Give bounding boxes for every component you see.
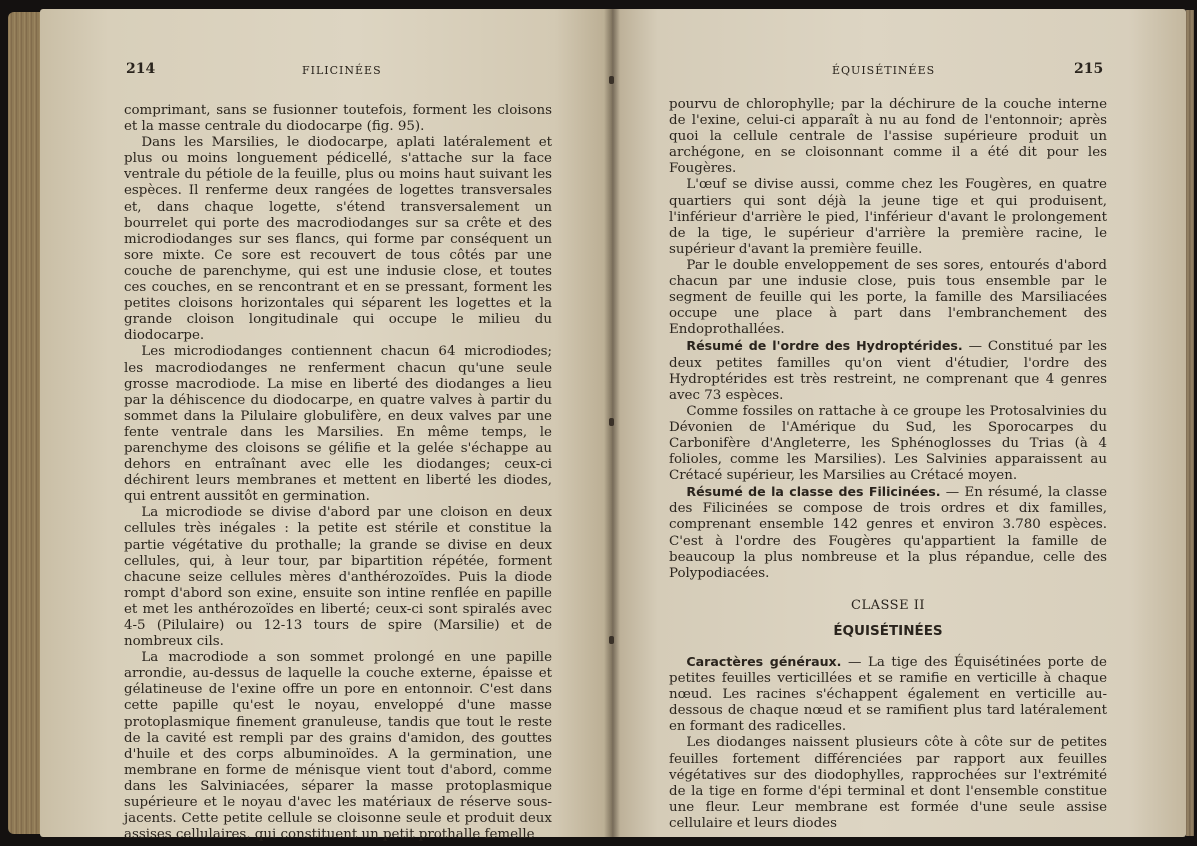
left-paragraph-2: Dans les Marsilies, le diodocarpe, aplati latéralement et plus ou moins longuement pédicellé, s'attache sur la face ventrale du pétiole de la feuille, plus ou moins haut suivant les espèces. Il renferme deux rangées de logettes transversales et, dans chaque logette, s'étend transversalement un bourrelet qui porte des macrodiodanges sur sa crête et des microdiodanges sur ses flancs, qui forme par conséquent un sore mixte. Ce sore est recouvert de tous côtés par une couche de parenchyme, qui est une indusie close, et toutes ces couches, en se rencontrant et en se pressant, forment les petites cloisons horizontales qui séparent les logettes et la grande cloison longitudinale qui occupe le milieu du diodocarpe. xyxy=(124,135,552,344)
right-running-head: ÉQUISÉTINÉES xyxy=(832,64,936,77)
left-paragraph-5: La macrodiode a son sommet prolongé en une papille arrondie, au-dessus de laquelle la couche externe, épaisse et gélatineuse de l'exine offre un pore en entonnoir. C'est dans cette papille qu'est le noyau, enveloppé d'une masse protoplasmique finement granuleuse, tandis que tout le reste de la cavité est rempli par des grains d'amidon, des gouttes d'huile et des corps albuminoïdes. A la germination, une membrane en forme de ménisque vient tout d'abord, comme dans les Salviniacées, séparer la masse protoplasmique supérieure et le noyau d'avec les matériaux de réserve sous-jacents. Cette petite cellule se cloisonne seule et produit deux assises cellulaires, qui constituent un petit prothalle femelle xyxy=(124,650,552,843)
left-page-edges xyxy=(8,12,40,834)
left-page-number: 214 xyxy=(126,61,156,77)
right-paragraph-fossiles: Comme fossiles on rattache à ce groupe les Protosalvinies du Dévonien de l'Amérique du Sud, les Sporocarpes du Carbonifère d'Angleterre, les Sphénoglosses du Trias (à 4 folioles, comme les Marsilies). Les Salvinies apparaissent au Crétacé supérieur, les Marsilies au Crétacé moyen. xyxy=(669,403,1107,484)
right-page xyxy=(612,9,1186,837)
left-body-text xyxy=(124,103,552,843)
right-body-text xyxy=(669,97,1107,832)
section-lead-caracteres: Caractères généraux. xyxy=(686,654,842,669)
binding-mark xyxy=(609,76,614,84)
right-paragraph-1: pourvu de chlorophylle; par la déchirure de la couche interne de l'exine, celui-ci apparaît à nu au fond de l'entonnoir; après quoi la cellule centrale de l'assise supérieure produit un archégone, en se cloisonnant comme il a été dit pour les Fougères. xyxy=(669,97,1107,177)
right-paragraph-diodanges: Les diodanges naissent plusieurs côte à côte sur de petites feuilles fortement différenciées par rapport aux feuilles végétatives sur des diodophylles, rapprochées sur l'extrémité de la tige en forme d'épi terminal et dont l'ensemble constitue une fleur. Leur membrane est formée d'une seule assise cellulaire et leurs diodes xyxy=(669,735,1107,831)
left-paragraph-1: comprimant, sans se fusionner toutefois, forment les cloisons et la masse centrale du diodocarpe (fig. 95). xyxy=(124,103,552,135)
right-page-number: 215 xyxy=(1074,61,1104,77)
left-page xyxy=(40,9,612,843)
left-paragraph-3: Les microdiodanges contiennent chacun 64 microdiodes; les macrodiodanges ne renferment chacun qu'une seule grosse macrodiode. La mise en liberté des diodanges a lieu par la déhiscence du diodocarpe, en quatre valves à partir du sommet dans la Pilulaire globulifère, en deux valves par une fente ventrale dans les Marsilies. En même temps, le parenchyme des cloisons se gélifie et la gelée s'échappe au dehors en entraînant avec elle les diodanges; ceux-ci déchirent leurs membranes et mettent en liberté les diodes, qui entrent aussitôt en germination. xyxy=(124,344,552,505)
section-lead-filicinees: Résumé de la classe des Filicinées. xyxy=(686,484,941,500)
right-paragraph-3: Par le double enveloppement de ses sores, entourés d'abord chacun par une indusie close, puis tous ensemble par le segment de feuille qui les porte, la famille des Marsiliacées occupe une place à part dans l'embranchement des Endoprothallées. xyxy=(669,257,1107,338)
right-paragraph-hydropterides: Résumé de l'ordre des Hydroptérides. — Constitué par les deux petites familles qu'on vient d'étudier, l'ordre des Hydroptérides est très restreint, ne comprenant que 4 genres avec 73 espèces. xyxy=(669,338,1107,403)
section-lead-hydropterides: Résumé de l'ordre des Hydroptérides. xyxy=(686,338,963,354)
binding-mark xyxy=(609,636,614,644)
class-label: CLASSE II xyxy=(851,597,925,613)
right-paragraph-caracteres: Caractères généraux. — La tige des Équisétinées porte de petites feuilles verticillées et se ramifie en verticille à chaque nœud. Les racines s'échappent également en verticille au-dessous de chaque nœud et se ramifient plus tard latéralement en formant des radicelles. xyxy=(669,654,1107,735)
right-paragraph-2: L'œuf se divise aussi, comme chez les Fougères, en quatre quartiers qui sont déjà la jeune tige et qui produisent, l'inférieur d'arrière le pied, l'inférieur d'avant le prolongement de la tige, le supérieur d'arrière la première racine, le supérieur d'avant la première feuille. xyxy=(669,177,1107,257)
class-title: ÉQUISÉTINÉES xyxy=(833,622,943,639)
right-page-edges xyxy=(1186,10,1194,836)
binding-mark xyxy=(609,418,614,426)
left-paragraph-4: La microdiode se divise d'abord par une cloison en deux cellules très inégales : la petite est stérile et constitue la partie végétative du prothalle; la grande se divise en deux cellules, qui, à leur tour, par bipartition répétée, forment chacune seize cellules mères d'anthérozoïdes. Puis la diode rompt d'abord son exine, ensuite son intine renflée en papille et met les anthérozoïdes en liberté; ceux-ci sont spiralés avec 4-5 (Pilulaire) ou 12-13 tours de spire (Marsilie) et de nombreux cils. xyxy=(124,505,552,650)
right-paragraph-filicinees: Résumé de la classe des Filicinées. — En résumé, la classe des Filicinées se compose de trois ordres et dix familles, comprenant ensemble 142 genres et environ 3.780 espèces. C'est à l'ordre des Fougères qu'appartient la famille de beaucoup la plus nombreuse et la plus répandue, celle des Polypodiacées. xyxy=(669,484,1107,581)
left-running-head: FILICINÉES xyxy=(302,64,382,77)
